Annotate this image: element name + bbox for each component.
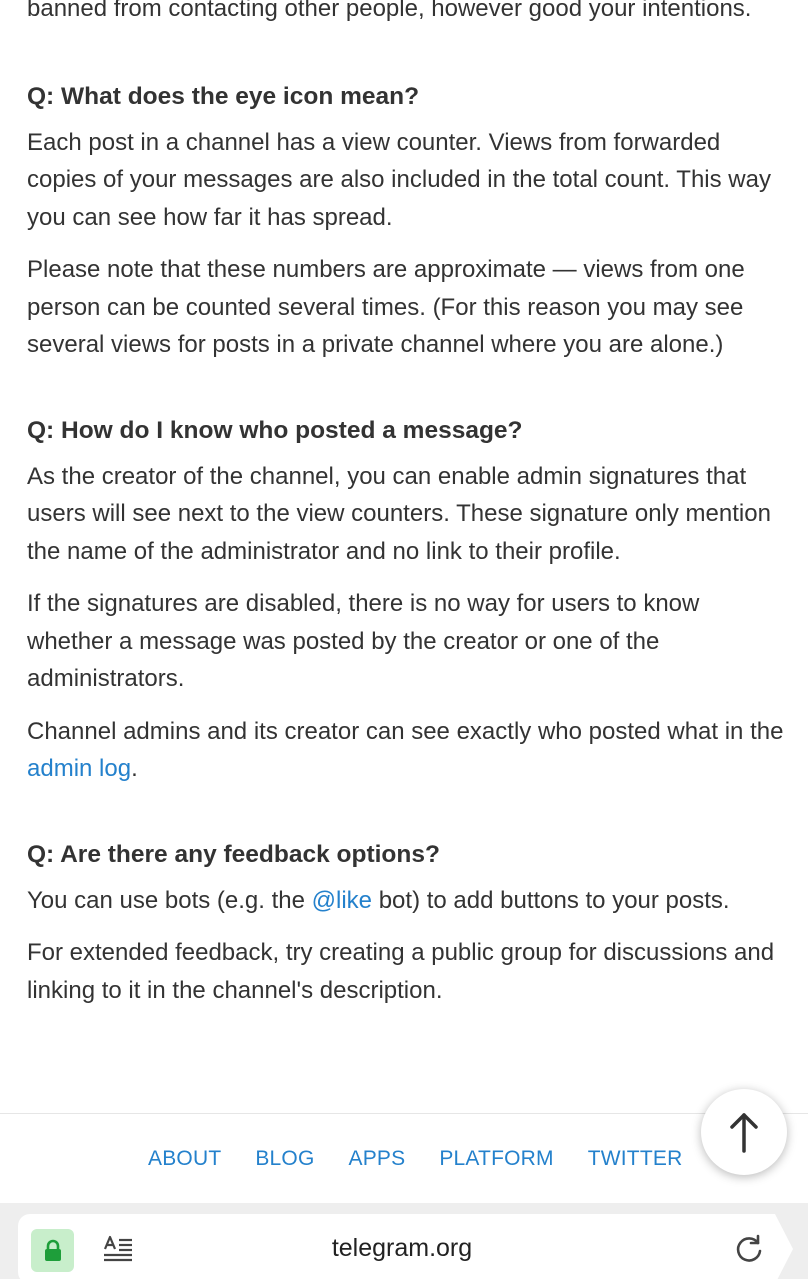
like-bot-link[interactable]: @like: [311, 886, 373, 914]
like-bot-text-after: bot) to add buttons to your posts.: [372, 886, 730, 914]
site-security-button[interactable]: [31, 1229, 74, 1272]
admin-log-text-after: .: [131, 755, 138, 782]
paragraph-intro-tail: banned from contacting other people, however good your intentions.: [27, 0, 752, 22]
url-text[interactable]: telegram.org: [331, 1234, 473, 1262]
question-eye-icon: Q: What does the eye icon mean?: [27, 82, 420, 110]
footer-link-about[interactable]: ABOUT: [148, 1147, 222, 1170]
arrow-up-icon: [729, 1111, 759, 1153]
scroll-to-top-button[interactable]: [701, 1089, 787, 1175]
footer-link-twitter[interactable]: TWITTER: [587, 1147, 683, 1170]
article-content: [27, 0, 787, 1024]
answer-who-posted-p1: As the creator of the channel, you can enable admin signatures that users will see next to the view counters. These signature only mention the name of the administrator and no link to their profile.: [27, 462, 771, 565]
answer-who-posted-p2: If the signatures are disabled, there is no way for users to know whether a message was posted by the creator or one of the administrators.: [27, 590, 700, 692]
admin-log-text-before: Channel admins and its creator can see exactly who posted what in the: [27, 717, 784, 745]
question-feedback: Q: Are there any feedback options?: [27, 840, 440, 868]
answer-who-posted-p3: [27, 713, 787, 788]
admin-log-link[interactable]: admin log: [27, 755, 132, 782]
answer-eye-icon-p2: Please note that these numbers are approximate — views from one person can be counted several times. (For this reason you may see several views for posts in a private channel where you are alone.): [27, 256, 745, 358]
footer-nav: [131, 1144, 699, 1174]
lock-icon: [42, 1239, 64, 1263]
reload-button[interactable]: [733, 1233, 765, 1265]
footer-link-apps[interactable]: APPS: [348, 1147, 406, 1170]
reload-icon: [733, 1233, 765, 1265]
footer-link-blog[interactable]: BLOG: [255, 1147, 315, 1170]
answer-feedback-p1: [27, 882, 787, 920]
reader-mode-button[interactable]: [102, 1234, 134, 1266]
question-who-posted: Q: How do I know who posted a message?: [27, 416, 523, 444]
footer-link-platform[interactable]: PLATFORM: [439, 1147, 554, 1170]
like-bot-text-before: You can use bots (e.g. the: [27, 886, 312, 914]
answer-feedback-p2: For extended feedback, try creating a public group for discussions and linking to it in the channel's description.: [27, 939, 775, 1004]
reader-mode-icon: [102, 1234, 134, 1266]
answer-eye-icon-p1: Each post in a channel has a view counter. Views from forwarded copies of your messages are also included in the total count. This way you can see how far it has spread.: [27, 128, 771, 231]
